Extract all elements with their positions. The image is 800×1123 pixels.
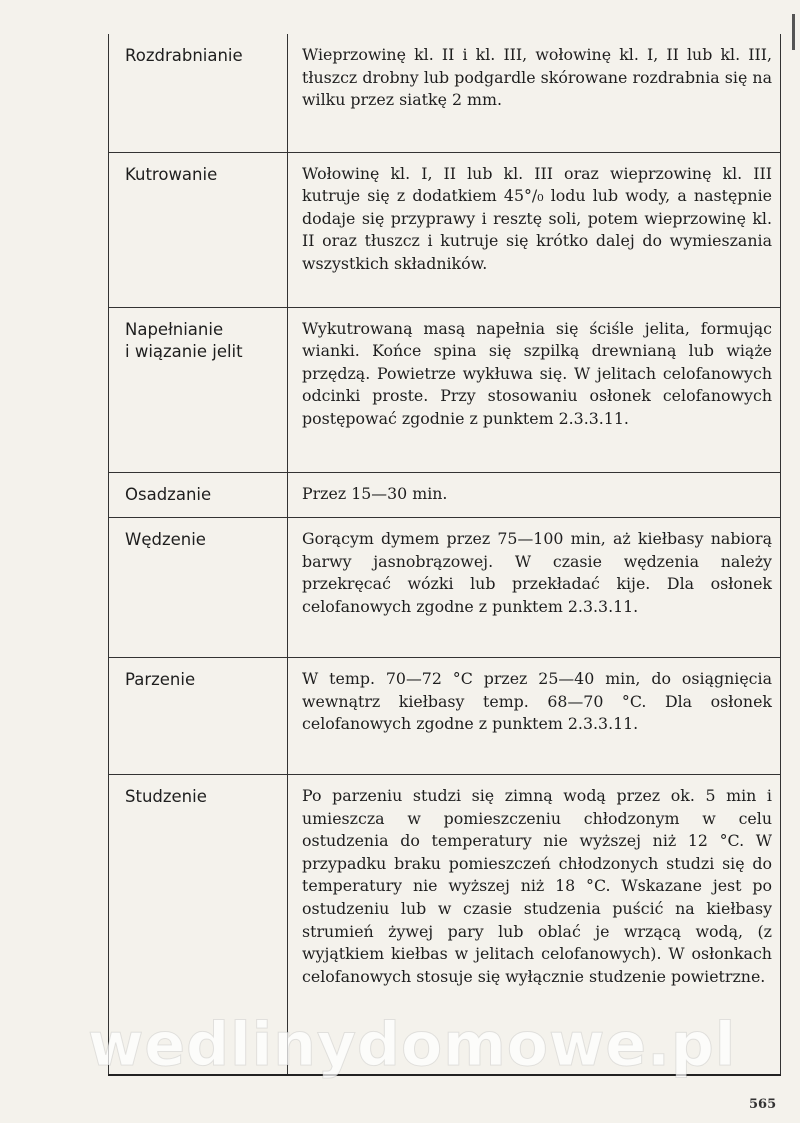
table-row <box>109 152 781 307</box>
step-label: Studzenie <box>125 787 207 807</box>
page-edge-mark <box>792 14 795 50</box>
table-row <box>109 472 781 518</box>
table-row <box>109 775 781 1075</box>
table-row <box>109 34 781 152</box>
step-label: Wędzenie <box>125 530 206 550</box>
description-cell <box>288 658 781 775</box>
step-cell <box>109 775 288 1075</box>
page-number: 565 <box>749 1097 777 1112</box>
step-description: Wołowinę kl. I, II lub kl. III oraz wieprzowinę kl. III kutruje się z dodatkiem 45°/₀ lodu lub wody, a następnie dodaje się przyprawy i resztę soli, potem wieprzowinę kl. II oraz tłuszcz i kutruje się krótko dalej do wymieszania wszystkich składników. <box>302 163 772 273</box>
description-cell <box>288 152 781 307</box>
step-cell <box>109 34 288 152</box>
description-cell <box>288 34 781 152</box>
watermark-text: wedlinydomowe.pl <box>88 1010 737 1080</box>
table-row <box>109 658 781 775</box>
description-cell <box>288 518 781 658</box>
step-description: Wykutrowaną masą napełnia się ściśle jelita, formując wianki. Końce spina się szpilką drewnianą lub wiąże przędzą. Powietrze wykłuwa się. W jelitach celofanowych odcinki proste. Przy stosowaniu osłonek celofanowych postępować zgodnie z punktem 2.3.3.11. <box>302 318 772 428</box>
step-description: Przez 15—30 min. <box>302 483 448 503</box>
step-description: W temp. 70—72 °C przez 25—40 min, do osiągnięcia wewnątrz kiełbasy temp. 68—70 °C. Dla osłonek celofanowych zgodne z punktem 2.3.3.11. <box>302 669 772 734</box>
step-cell <box>109 307 288 472</box>
step-cell <box>109 152 288 307</box>
procedure-table <box>108 34 781 1076</box>
step-label: Kutrowanie <box>125 164 218 184</box>
step-label: Osadzanie <box>125 484 212 504</box>
description-cell <box>288 472 781 518</box>
step-label: Rozdrabnianie <box>125 46 243 65</box>
step-description: Wieprzowinę kl. II i kl. III, wołowinę kl. I, II lub kl. III, tłuszcz drobny lub podgardle skórowane rozdrabnia się na wilku przez siatkę 2 mm. <box>302 45 772 110</box>
table-row <box>109 518 781 658</box>
description-cell <box>288 775 781 1075</box>
step-description: Po parzeniu studzi się zimną wodą przez ok. 5 min i umieszcza w pomieszczeniu chłodzonym w celu ostudzenia do temperatury nie wyższej niż 12 °C. W przypadku braku pomieszczeń chłodzonych studzi się do temperatury nie wyższej niż 18 °C. Wskazane jest po ostudzeniu lub w czasie studzenia puścić na kiełbasy strumień żywej pary lub oblać je wrzącą wodą, (z wyjątkiem kiełbas w jelitach celofanowych). W osłonkach celofanowych stosuje się wyłącznie studzenie powietrzne. <box>302 786 772 986</box>
step-label: Napełnianie i wiązanie jelit <box>125 319 243 361</box>
step-label: Parzenie <box>125 670 196 690</box>
table-row <box>109 307 781 472</box>
step-cell <box>109 472 288 518</box>
step-cell <box>109 658 288 775</box>
step-cell <box>109 518 288 658</box>
step-description: Gorącym dymem przez 75—100 min, aż kiełbasy nabiorą barwy jasnobrązowej. W czasie wędzenia należy przekręcać wózki lub przekładać kije. Dla osłonek celofanowych zgodne z punktem 2.3.3.11. <box>302 529 772 616</box>
description-cell <box>288 307 781 472</box>
